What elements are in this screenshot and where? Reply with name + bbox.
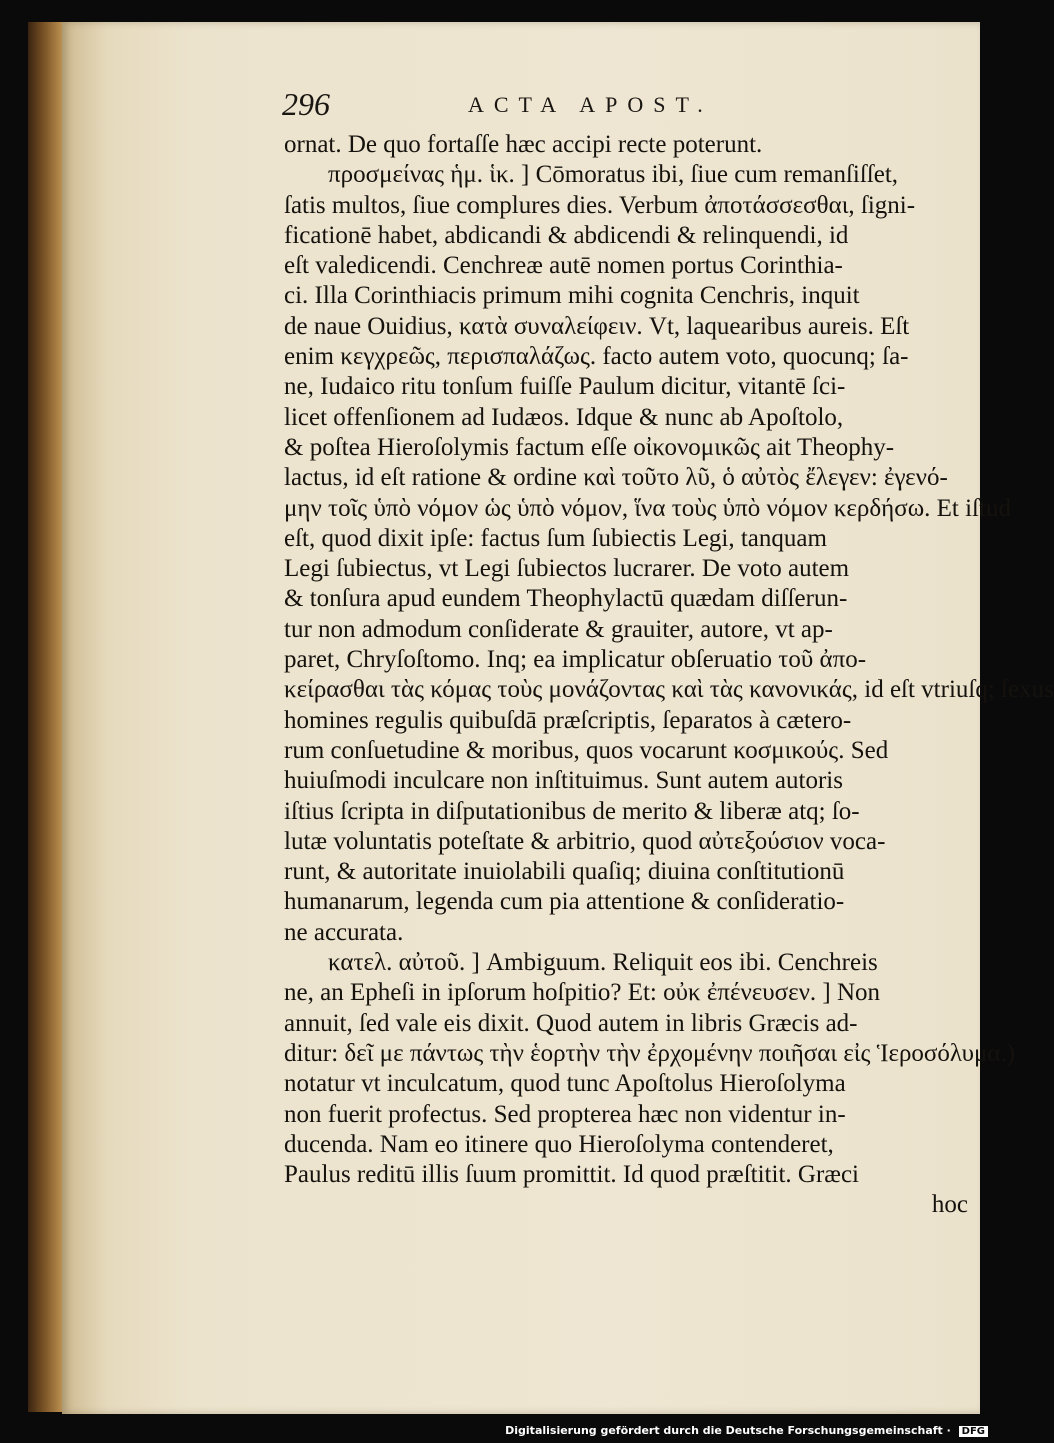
dfg-logo: DFG [959, 1426, 988, 1437]
text-line: tur non admodum conſiderate & grauiter, autore, vt ap- [284, 615, 833, 643]
text-line: iſtius ſcripta in diſputationibus de merito & liberæ atq; ſo- [284, 797, 860, 825]
text-line: ne, Iudaico ritu tonſum fuiſſe Paulum dicitur, vitantē ſci- [284, 373, 846, 401]
running-head: ACTA APOST. [468, 92, 713, 117]
text-line: ditur: δεῖ με πάντως τὴν ἑορτὴν τὴν ἐρχομένην ποιῆσαι εἰς Ἱεροσόλυμα.) [284, 1039, 1016, 1067]
text-line: & tonſura apud eundem Theophylactū quædam diſſerun- [284, 585, 848, 613]
credit-text: Digitalisierung gefördert durch die Deutsche Forschungsgemeinschaft · [505, 1424, 951, 1437]
text-line: ornat. De quo fortaſſe hæc accipi recte poterunt. [284, 131, 763, 158]
text-line: de naue Ouidius, κατὰ συναλείφειν. Vt, laquearibus aureis. Eſt [284, 312, 910, 340]
text-line: non fuerit profectus. Sed propterea hæc non videntur in- [284, 1100, 846, 1128]
text-line: ſatis multos, ſiue complures dies. Verbum ἀποτάσσεσθαι, ſigni- [284, 191, 916, 219]
body-text [284, 130, 1054, 1221]
text-line: ne, an Epheſi in ipſorum hoſpitio? Et: οὐκ ἐπένευσεν. ] Non [284, 979, 881, 1007]
text-line: runt, & autoritate inuiolabili quaſiq; diuina conſtitutionū [284, 858, 845, 886]
digitization-credit [505, 1424, 988, 1437]
text-line: enim κεγχρεῶς, περισπαλάζως. facto autem voto, quocunq; ſa- [284, 343, 909, 371]
text-line: notatur vt inculcatum, quod tunc Apoſtolus Hieroſolyma [284, 1070, 846, 1098]
text-line: licet offenſionem ad Iudæos. Idque & nunc ab Apoſtolo, [284, 403, 844, 431]
text-line: κατελ. αὐτοῦ. ] Ambiguum. Reliquit eos ibi. Cenchreis [328, 949, 878, 977]
text-line: προσμείνας ἡμ. ἱκ. ] Cōmoratus ibi, ſiue cum remanſiſſet, [328, 161, 899, 189]
text-line: huiuſmodi inculcare non inſtituimus. Sunt autem autoris [284, 767, 843, 795]
text-line: ne accurata. [284, 918, 404, 946]
text-line: eſt valedicendi. Cenchreæ autē nomen portus Corinthia- [284, 252, 843, 280]
text-line: Paulus reditū illis ſuum promittit. Id quod præſtitit. Græci [284, 1161, 859, 1189]
text-line: hoc [931, 1191, 968, 1219]
text-line: paret, Chryſoſtomo. Inq; ea implicatur obſeruatio τοῦ ἀπο- [284, 646, 867, 674]
page-header [282, 86, 802, 122]
text-line: homines regulis quibuſdā præſcriptis, ſeparatos à cætero- [284, 706, 852, 734]
text-line: ducenda. Nam eo itinere quo Hieroſolyma contenderet, [284, 1130, 834, 1158]
text-line: κείρασθαι τὰς κόμας τοὺς μονάζοντας καὶ τὰς κανονικάς, id eſt vtriuſq; ſexus [284, 676, 1054, 704]
text-line: ci. Illa Corinthiacis primum mihi cognita Cenchris, inquit [284, 282, 860, 310]
text-line: annuit, ſed vale eis dixit. Quod autem in libris Græcis ad- [284, 1009, 858, 1037]
text-line: ficationē habet, abdicandi & abdicendi & relinquendi, id [284, 221, 849, 249]
text-line: lactus, id eſt ratione & ordine καὶ τοῦτο λῦ, ὁ αὐτὸς ἔλεγεν: ἐγενό- [284, 464, 948, 492]
text-line: lutæ voluntatis poteſtate & arbitrio, quod αὐτεξούσιον voca- [284, 827, 886, 855]
text-line: Legi ſubiectus, vt Legi ſubiectos lucrarer. De voto autem [284, 555, 850, 583]
text-line: μην τοῖς ὑπὸ νόμον ὡς ὑπὸ νόμον, ἵνα τοὺς ὑπὸ νόμον κερδήσω. Et iſtud [284, 494, 1011, 522]
text-line: eſt, quod dixit ipſe: factus ſum ſubiectis Legi, tanquam [284, 524, 827, 552]
text-line: & poſtea Hieroſolymis factum eſſe οἰκονομικῶς ait Theophy- [284, 433, 895, 461]
text-line: rum conſuetudine & moribus, quos vocarunt κοσμικούς. Sed [284, 736, 889, 764]
text-line: humanarum, legenda cum pia attentione & conſideratio- [284, 888, 845, 916]
page-number: 296 [282, 86, 330, 122]
